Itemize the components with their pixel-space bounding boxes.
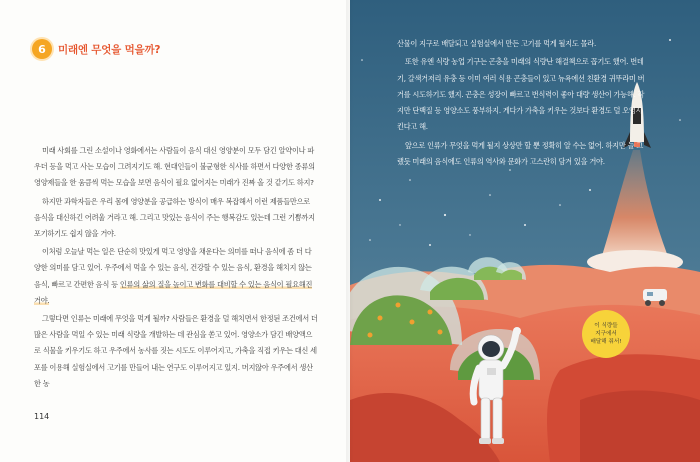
paragraph-highlighted — [34, 244, 318, 309]
chapter-heading — [32, 38, 160, 60]
highlight-sentence: 인류의 삶의 질을 높이고 변화를 대비할 수 있는 음식이 필요해진 거야. — [34, 279, 313, 305]
page-gutter — [346, 0, 354, 462]
paragraph: 또한 유엔 식량 농업 기구는 곤충을 미래의 식량난 해결책으로 꼽기도 했어. 번데기, 갈색거저리 유충 등 이미 여러 식용 곤충들이 있고 뉴욕에선 친환경 귀뚜라미 버거를 시도하기도 했지. 곤충은 성장이 빠르고 번식력이 좋아 대량 생산이 가능해. 작지만 단백질 등 영양소도 풍부하지. 게다가 가축을 키우는 것보다 환경도 덜 오염시킨다고 해. — [397, 57, 645, 132]
right-page-illustration — [350, 0, 700, 462]
speech-bubble-line: 배달해 줘서! — [590, 339, 622, 345]
rock-shadow — [580, 391, 700, 462]
speech-bubble-line: 이 식량들 — [594, 323, 618, 329]
paragraph: 하지만 과학자들은 우리 몸에 영양분을 공급하는 방식이 매우 복잡해서 이런 제품들만으로 음식을 대신하긴 어려울 거라고 해. 그리고 맛있는 음식이 주는 행복감도 있는데 그런 기쁨까지 포기하기도 쉽지 않을 거야. — [34, 196, 315, 239]
left-body-text — [34, 143, 318, 392]
speech-bubble-line: 지구에서 — [595, 331, 617, 337]
paragraph: 앞으로 인류가 무엇을 먹게 될지 상상만 할 뿐 정확히 알 수는 없어. 하지만 늘 그랬듯 미래의 음식에도 인류의 역사와 문화가 고스란히 담겨 있을 거야. — [397, 140, 644, 167]
right-body-text — [397, 36, 647, 170]
page-number: 114 — [34, 412, 50, 421]
highlighted-text: 이처럼 오늘날 먹는 일은 단순히 맛있게 먹고 영양을 채운다는 의미를 떠나 음식에 좀 더 다양한 의미를 담고 있어. 우주에서 먹을 수 있는 음식, 건강할 수 있는 음식, 환경을 해치지 않는 음식, 빠르고 간편한 음식 등 인류의 삶의 질을 높이고 변화를 대비할 수 있는 음식이 필요해진 거야. — [34, 247, 313, 305]
paragraph: 산물이 지구로 배달되고 실험실에서 만든 고기를 먹게 될지도 몰라. — [397, 39, 597, 48]
chapter-number-badge: 6 — [32, 39, 52, 59]
paragraph: 그렇다면 인류는 미래에 무엇을 먹게 될까? 사람들은 환경을 덜 해치면서 한정된 조건에서 더 많은 사람을 먹일 수 있는 미래 식량을 개발하는 데 관심을 쏟고 있어. 영양소가 담긴 배양액으로 식물을 키우기도 하고 우주에서 농사를 짓는 시도도 이루어지고, 가축을 직접 키우는 대신 세포를 이용해 실험실에서 고기를 만들어 내는 연구도 이루어지고 있지. 머지않아 우주에서 생산한 농 — [34, 314, 318, 388]
chapter-title: 미래엔 무엇을 먹을까? — [58, 43, 161, 56]
paragraph: 미래 사회를 그린 소설이나 영화에서는 사람들이 음식 대신 영양분이 모두 담긴 알약이나 파우더 등을 먹고 사는 모습이 그려지기도 해. 현대인들이 불균형한 식사를 하면서 다양한 종류의 영양제들을 한 움큼씩 먹는 모습을 보면 음식이 필요 없어지는 미래가 진짜 올 것 같기도 하지? — [34, 146, 315, 188]
speech-bubble — [582, 310, 630, 358]
